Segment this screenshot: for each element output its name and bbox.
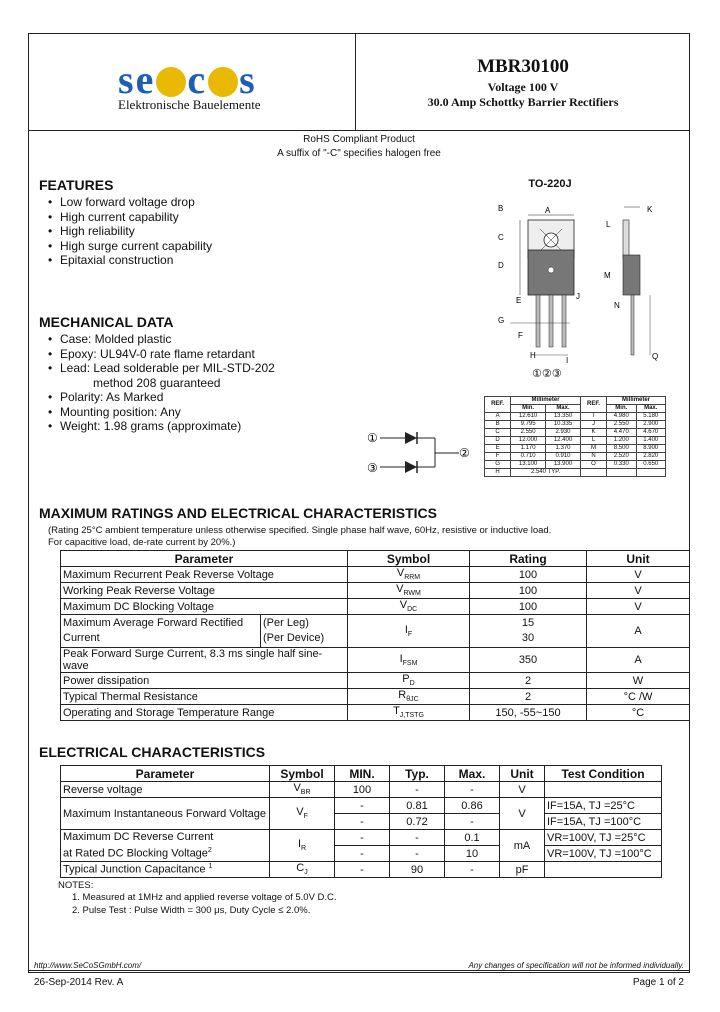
dim-label-j: J [576, 292, 580, 301]
table-row: Maximum DC Reverse Current at Rated DC Blocking Voltage$^2$ $I_R$ - - 0.1 mA VR=100V, TJ =25°C [61, 830, 662, 846]
list-item: method 208 guaranteed [93, 375, 221, 390]
list-item: • Mounting position: Any [39, 405, 275, 420]
table-row: Operating and Storage Temperature Range $T_{J,TSTG}$ 150, -55~150 °C [61, 705, 690, 721]
col-header: Rating [470, 551, 587, 567]
col-header: Parameter [61, 766, 270, 782]
dim-label-a: A [545, 206, 551, 215]
note-1: 1. Measured at 1MHz and applied reverse voltage of 5.0V D.C. [72, 892, 337, 903]
diode-icon [405, 461, 417, 473]
footer-divider [28, 970, 690, 971]
dim-label-l: L [606, 220, 611, 229]
list-item: • Lead: Lead solderable per MIL-STD-202 [39, 361, 275, 376]
col-header: Unit [587, 551, 690, 567]
dim-header: REF. [580, 397, 606, 413]
dim-label-n: N [614, 301, 620, 310]
table-row: Reverse voltage $V_{BR}$ 100 - - V [61, 782, 662, 798]
dim-subheader: Max. [636, 405, 665, 413]
package-drawing [490, 195, 670, 395]
table-row: D 12.000 12.400 L 1.200 1.400 [485, 437, 666, 445]
col-header: Typ. [390, 766, 445, 782]
table-row: F 0.710 0.910 N 2.520 2.820 [485, 453, 666, 461]
col-header: MIN. [335, 766, 390, 782]
features-heading: FEATURES [39, 177, 114, 193]
col-header: Symbol [348, 551, 470, 567]
table-row: Maximum Average Forward Rectified Current (Per Leg) (Per Device) $I_F$ 15 30 A [61, 615, 690, 648]
col-header: Parameter [61, 551, 348, 567]
list-item: • Low forward voltage drop [39, 195, 212, 210]
dim-label-h: H [530, 351, 536, 360]
dim-subheader: Min. [607, 405, 636, 413]
footer-url[interactable]: http://www.SeCoSGmbH.com/ [34, 961, 142, 970]
dim-header: REF. [485, 397, 511, 413]
dim-label-m: M [604, 271, 611, 280]
mechanical-list [39, 332, 275, 434]
table-row: B 9.795 10.335 J 2.550 2.900 [485, 421, 666, 429]
dim-label-g: G [498, 316, 505, 325]
table-row: Peak Forward Surge Current, 8.3 ms single half sine-wave $I_{FSM}$ 350 A [61, 648, 690, 673]
dim-label-f: F [518, 331, 523, 340]
dim-header: Millimeter [511, 397, 581, 405]
table-row: G 13.100 13.900 O 0.330 0.650 [485, 461, 666, 469]
table-row: - 0.72 - IF=15A, TJ =100°C [61, 814, 662, 830]
pin3-label: ③ [367, 461, 378, 475]
table-row: Maximum Recurrent Peak Reverse Voltage $V_{RRM}$ 100 V [61, 567, 690, 583]
col-header: Symbol [270, 766, 335, 782]
table-row: Maximum Instantaneous Forward Voltage $V_F$ - 0.81 0.86 V IF=15A, TJ =25°C [61, 798, 662, 814]
table-row: Working Peak Reverse Voltage $V_{RWM}$ 100 V [61, 583, 690, 599]
diode-icon [405, 432, 417, 444]
dim-label-c: C [498, 233, 504, 242]
dim-label-e: E [516, 296, 522, 305]
list-item: • Weight: 1.98 grams (approximate) [39, 419, 275, 434]
list-item: • High surge current capability [39, 239, 212, 254]
table-row: C 2.550 2.930 K 4.470 4.670 [485, 429, 666, 437]
dim-subheader: Min. [511, 405, 546, 413]
package-title: TO-220J [528, 178, 572, 190]
col-header: Max. [445, 766, 500, 782]
rohs-line: RoHS Compliant Product [303, 134, 415, 145]
voltage-rating: Voltage 100 V [487, 80, 559, 94]
circuit-schematic [365, 425, 475, 475]
col-header: Unit [500, 766, 545, 782]
table-row: Maximum DC Blocking Voltage $V_{DC}$ 100 V [61, 599, 690, 615]
secos-logo: se c s [118, 57, 257, 102]
max-ratings-table [60, 550, 690, 721]
elec-heading: ELECTRICAL CHARACTERISTICS [39, 744, 266, 760]
dim-subheader: Max. [546, 405, 581, 413]
header-divider [28, 130, 690, 131]
dim-label-i: I [566, 356, 569, 365]
product-description: 30.0 Amp Schottky Barrier Rectifiers [427, 95, 619, 109]
table-row: A 12.610 13.350 I 4.980 5.180 [485, 413, 666, 421]
electrical-table [60, 765, 662, 878]
halogen-line: A suffix of "-C" specifies halogen free [277, 148, 441, 159]
part-number: MBR30100 [477, 56, 569, 77]
dim-header: Millimeter [607, 397, 666, 405]
table-row: E 1.170 1.370 M 8.500 8.900 [485, 445, 666, 453]
table-row: H 2.540 TYP. [485, 469, 666, 477]
pin-numbers: ①②③ [532, 367, 562, 380]
features-list [39, 195, 212, 268]
list-item: • High current capability [39, 210, 212, 225]
pin2-label: ② [459, 446, 470, 460]
logo-subtitle: Elektronische Bauelemente [118, 97, 261, 112]
ratings-note-1: (Rating 25°C ambient temperature unless otherwise specified. Single phase half wave, 60Hz, resistive or inductive load. [48, 525, 552, 536]
dim-label-q: Q [652, 352, 659, 361]
list-item: • Epitaxial construction [39, 253, 212, 268]
page-number: Page 1 of 2 [632, 977, 684, 988]
pin1-label: ① [367, 431, 378, 445]
ratings-note-2: For capacitive load, de-rate current by 20%.) [48, 537, 236, 548]
table-row: - - 10 VR=100V, TJ =100°C [61, 846, 662, 862]
mechanical-heading: MECHANICAL DATA [39, 314, 174, 330]
dimension-table [484, 396, 666, 477]
notes-title: NOTES: [58, 880, 94, 891]
table-row: Typical Thermal Resistance $R_{\theta JC}$ 2 °C /W [61, 689, 690, 705]
list-item: • Epoxy: UL94V-0 rate flame retardant [39, 347, 275, 362]
list-item: • Case: Molded plastic [39, 332, 275, 347]
col-header: Test Condition [545, 766, 662, 782]
footer-notice: Any changes of specification will not be informed individually. [468, 961, 684, 970]
max-ratings-heading: MAXIMUM RATINGS AND ELECTRICAL CHARACTERISTICS [39, 505, 437, 521]
list-item: • High reliability [39, 224, 212, 239]
note-2: 2. Pulse Test : Pulse Width = 300 μs, Duty Cycle ≤ 2.0%. [72, 905, 311, 916]
table-row: Typical Junction Capacitance $^1$ $C_J$ - 90 - pF [61, 862, 662, 878]
revision-date: 26-Sep-2014 Rev. A [34, 977, 124, 988]
dim-label-b: B [498, 204, 504, 213]
dim-label-d: D [498, 261, 504, 270]
dim-label-k: K [647, 205, 653, 214]
list-item: • Polarity: As Marked [39, 390, 275, 405]
table-row: Power dissipation $P_D$ 2 W [61, 673, 690, 689]
